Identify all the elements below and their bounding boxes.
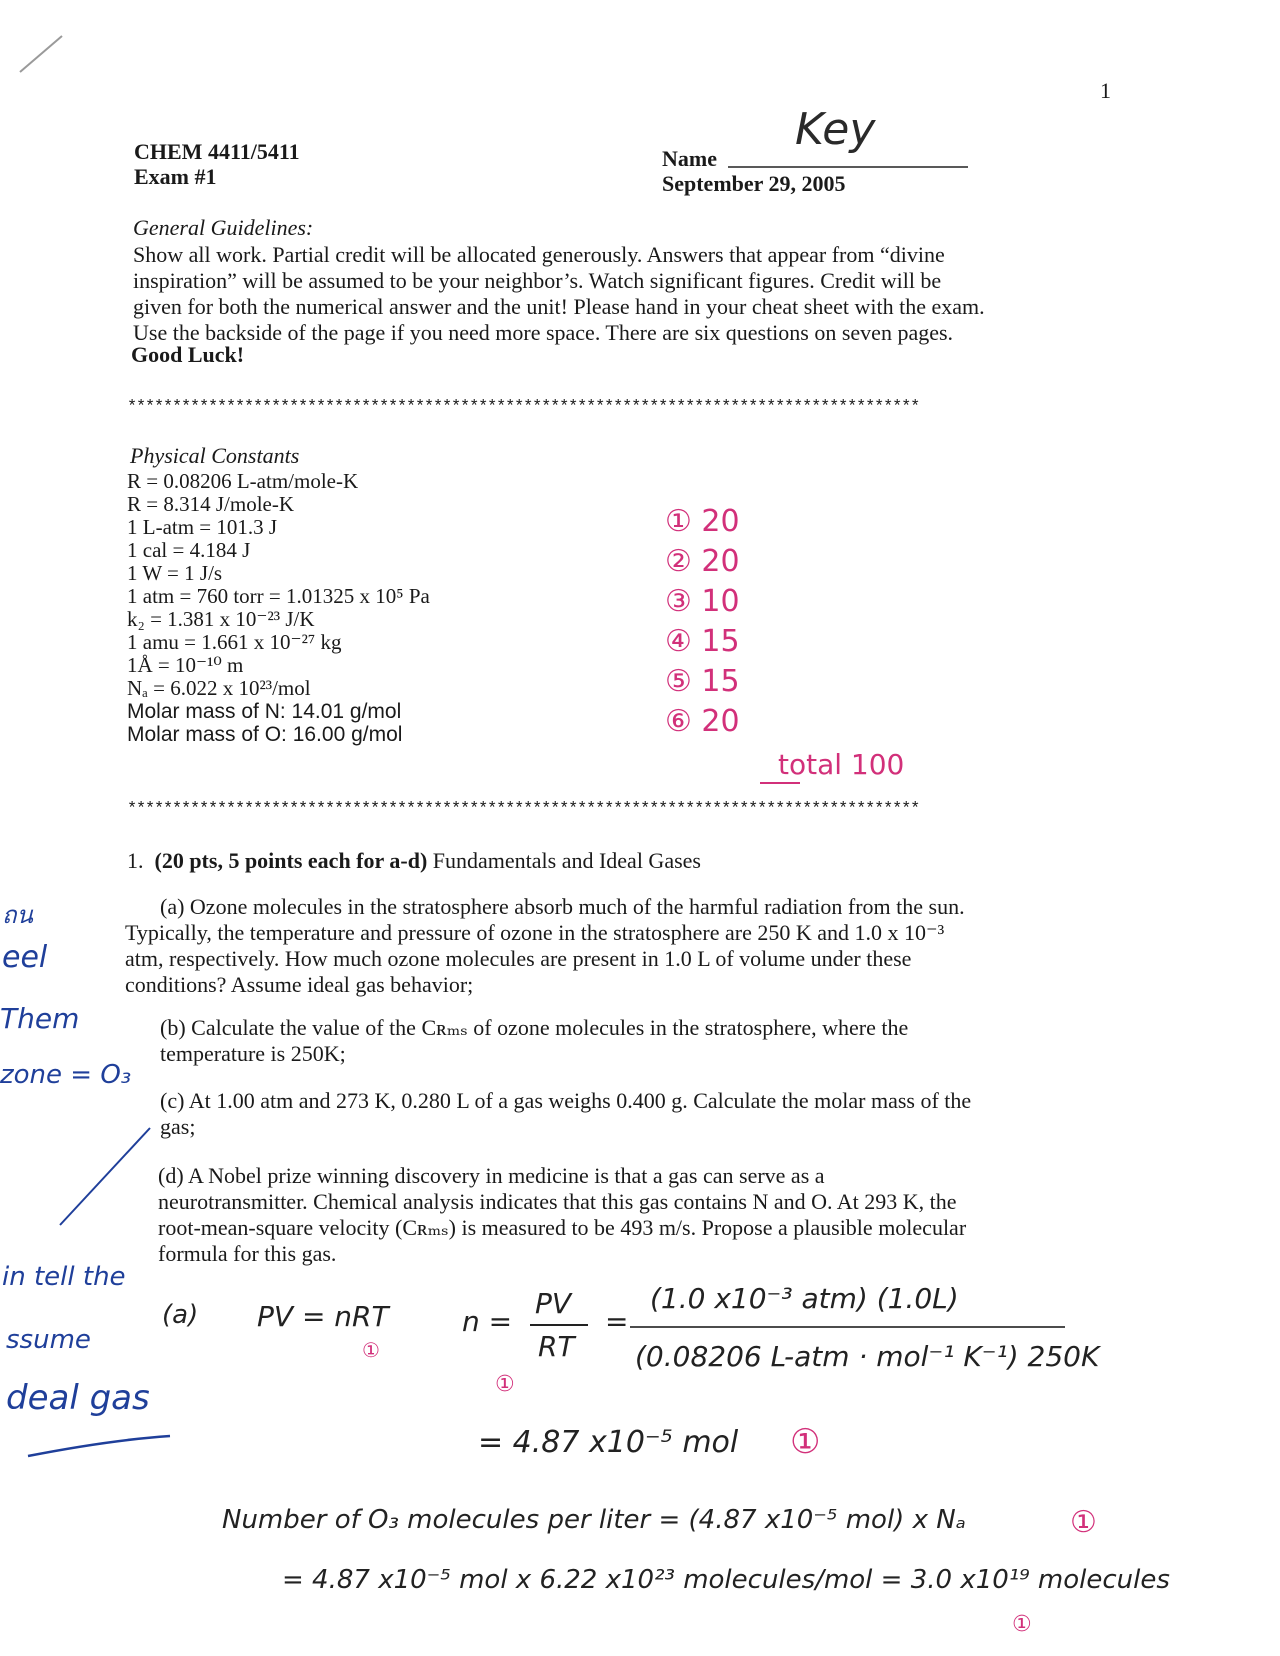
question-1-heading xyxy=(127,848,701,874)
q1c-line: (c) At 1.00 atm and 273 K, 0.280 L of a gas weighs 0.400 g. Calculate the molar mass of the xyxy=(160,1088,972,1113)
q1a-line: (a) Ozone molecules in the stratosphere absorb much of the harmful radiation from the sun. xyxy=(160,894,965,919)
constant-item: 1 atm = 760 torr = 1.01325 x 10⁵ Pa xyxy=(127,584,430,608)
solution-equals: = xyxy=(605,1305,629,1338)
separator-bottom: **************************************************************************************** xyxy=(127,800,920,819)
grading-item: ③ 10 xyxy=(665,584,740,619)
constant-item: R = 0.08206 L-atm/mole-K xyxy=(127,469,359,493)
course-code: CHEM 4411/5411 xyxy=(134,139,300,164)
q1d-line: formula for this gas. xyxy=(158,1241,337,1266)
points-mark: ① xyxy=(1070,1505,1097,1540)
constant-item: 1 amu = 1.661 x 10⁻²⁷ kg xyxy=(127,630,342,654)
grading-item: ⑤ 15 xyxy=(665,664,740,699)
constant-item: Molar mass of N: 14.01 g/mol xyxy=(127,700,402,723)
q1b-line: temperature is 250K; xyxy=(160,1041,346,1066)
question-points: (20 pts, 5 points each for a-d) xyxy=(154,848,428,873)
grading-total: total 100 xyxy=(778,748,905,781)
q1d-line: root-mean-square velocity (Cʀₘₛ) is measured to be 493 m/s. Propose a plausible molecular xyxy=(158,1215,967,1240)
solution-molecules-line: Number of O₃ molecules per liter = (4.87 x10⁻⁵ mol) x Nₐ xyxy=(222,1505,966,1535)
points-mark: ① xyxy=(362,1338,380,1362)
exam-date: September 29, 2005 xyxy=(662,171,846,196)
guideline-line: given for both the numerical answer and the unit! Please hand in your cheat sheet with the exam. xyxy=(133,294,985,319)
q1a-line: conditions? Assume ideal gas behavior; xyxy=(125,972,474,997)
solution-n-label: n = xyxy=(462,1305,513,1338)
grading-item: ① 20 xyxy=(665,504,740,539)
grading-item: ② 20 xyxy=(665,544,740,579)
grading-item: ⑥ 20 xyxy=(665,704,740,739)
solution-numerator: (1.0 x10⁻³ atm) (1.0L) xyxy=(650,1282,959,1315)
q1a-line: Typically, the temperature and pressure of ozone in the stratosphere are 250 K and 1.0 x 10⁻³ xyxy=(125,920,945,945)
constant-item: Nₐ = 6.022 x 10²³/mol xyxy=(127,676,311,700)
solution-final-calc: = 4.87 x10⁻⁵ mol x 6.22 x10²³ molecules/mol = 3.0 x10¹⁹ molecules xyxy=(282,1565,1170,1595)
name-value-handwritten: Key xyxy=(795,104,876,155)
guidelines-body xyxy=(133,242,1133,346)
constant-item: k₂ = 1.381 x 10⁻²³ J/K xyxy=(127,607,315,631)
good-luck: Good Luck! xyxy=(131,342,245,367)
q1b-line: (b) Calculate the value of the Cʀₘₛ of ozone molecules in the stratosphere, where the xyxy=(160,1015,909,1040)
question-1b xyxy=(160,1015,1110,1067)
guideline-line: Use the backside of the page if you need more space. There are six questions on seven pages. xyxy=(133,320,954,345)
constant-item: 1 L-atm = 101.3 J xyxy=(127,515,278,539)
guidelines-title: General Guidelines: xyxy=(133,215,314,240)
points-mark: ① xyxy=(495,1372,515,1397)
margin-note: ถน xyxy=(2,901,33,929)
solution-ideal-gas-law: PV = nRT xyxy=(257,1300,389,1333)
solution-moles-result: = 4.87 x10⁻⁵ mol xyxy=(478,1425,739,1460)
solution-denominator: (0.08206 L-atm · mol⁻¹ K⁻¹) 250K xyxy=(635,1340,1100,1373)
exam-number: Exam #1 xyxy=(134,164,217,189)
question-1c xyxy=(160,1088,1110,1140)
q1a-line: atm, respectively. How much ozone molecules are present in 1.0 L of volume under these xyxy=(125,946,912,971)
question-number: 1. xyxy=(127,848,144,873)
margin-note: eel xyxy=(2,940,48,975)
name-label: Name xyxy=(662,146,717,171)
margin-note: zone = O₃ xyxy=(0,1060,132,1090)
grading-scores xyxy=(665,502,740,742)
guideline-line: Show all work. Partial credit will be allocated generously. Answers that appear from “divine xyxy=(133,242,945,267)
constant-item: Molar mass of O: 16.00 g/mol xyxy=(127,723,403,746)
constants-list xyxy=(127,470,547,746)
q1d-line: (d) A Nobel prize winning discovery in medicine is that a gas can serve as a xyxy=(158,1163,825,1188)
margin-note: deal gas xyxy=(6,1378,150,1418)
points-mark: ① xyxy=(1012,1612,1032,1637)
margin-note: in tell the xyxy=(2,1262,126,1292)
constant-item: 1Å = 10⁻¹⁰ m xyxy=(127,653,244,677)
margin-note: ssume xyxy=(6,1325,91,1355)
question-1a xyxy=(125,894,1105,998)
constant-item: R = 8.314 J/mole-K xyxy=(127,492,295,516)
points-mark: ① xyxy=(790,1422,821,1462)
constant-item: 1 W = 1 J/s xyxy=(127,561,223,585)
q1d-line: neurotransmitter. Chemical analysis indicates that this gas contains N and O. At 293 K, the xyxy=(158,1189,957,1214)
solution-label: (a) xyxy=(162,1300,199,1330)
constant-item: 1 cal = 4.184 J xyxy=(127,538,251,562)
question-topic: Fundamentals and Ideal Gases xyxy=(427,848,701,873)
margin-note: Them xyxy=(0,1002,80,1035)
guideline-line: inspiration” will be assumed to be your neighbor’s. Watch significant figures. Credit will be xyxy=(133,268,942,293)
question-1d xyxy=(158,1163,1118,1267)
solution-fraction-top: PV xyxy=(535,1287,572,1320)
solution-fraction-bottom: RT xyxy=(538,1330,575,1363)
solution-fraction-bar xyxy=(530,1324,588,1326)
grading-item: ④ 15 xyxy=(665,624,740,659)
page-number: 1 xyxy=(1100,78,1111,103)
q1c-line: gas; xyxy=(160,1114,196,1139)
separator-top: **************************************************************************************** xyxy=(127,398,920,417)
constants-title: Physical Constants xyxy=(130,443,300,468)
